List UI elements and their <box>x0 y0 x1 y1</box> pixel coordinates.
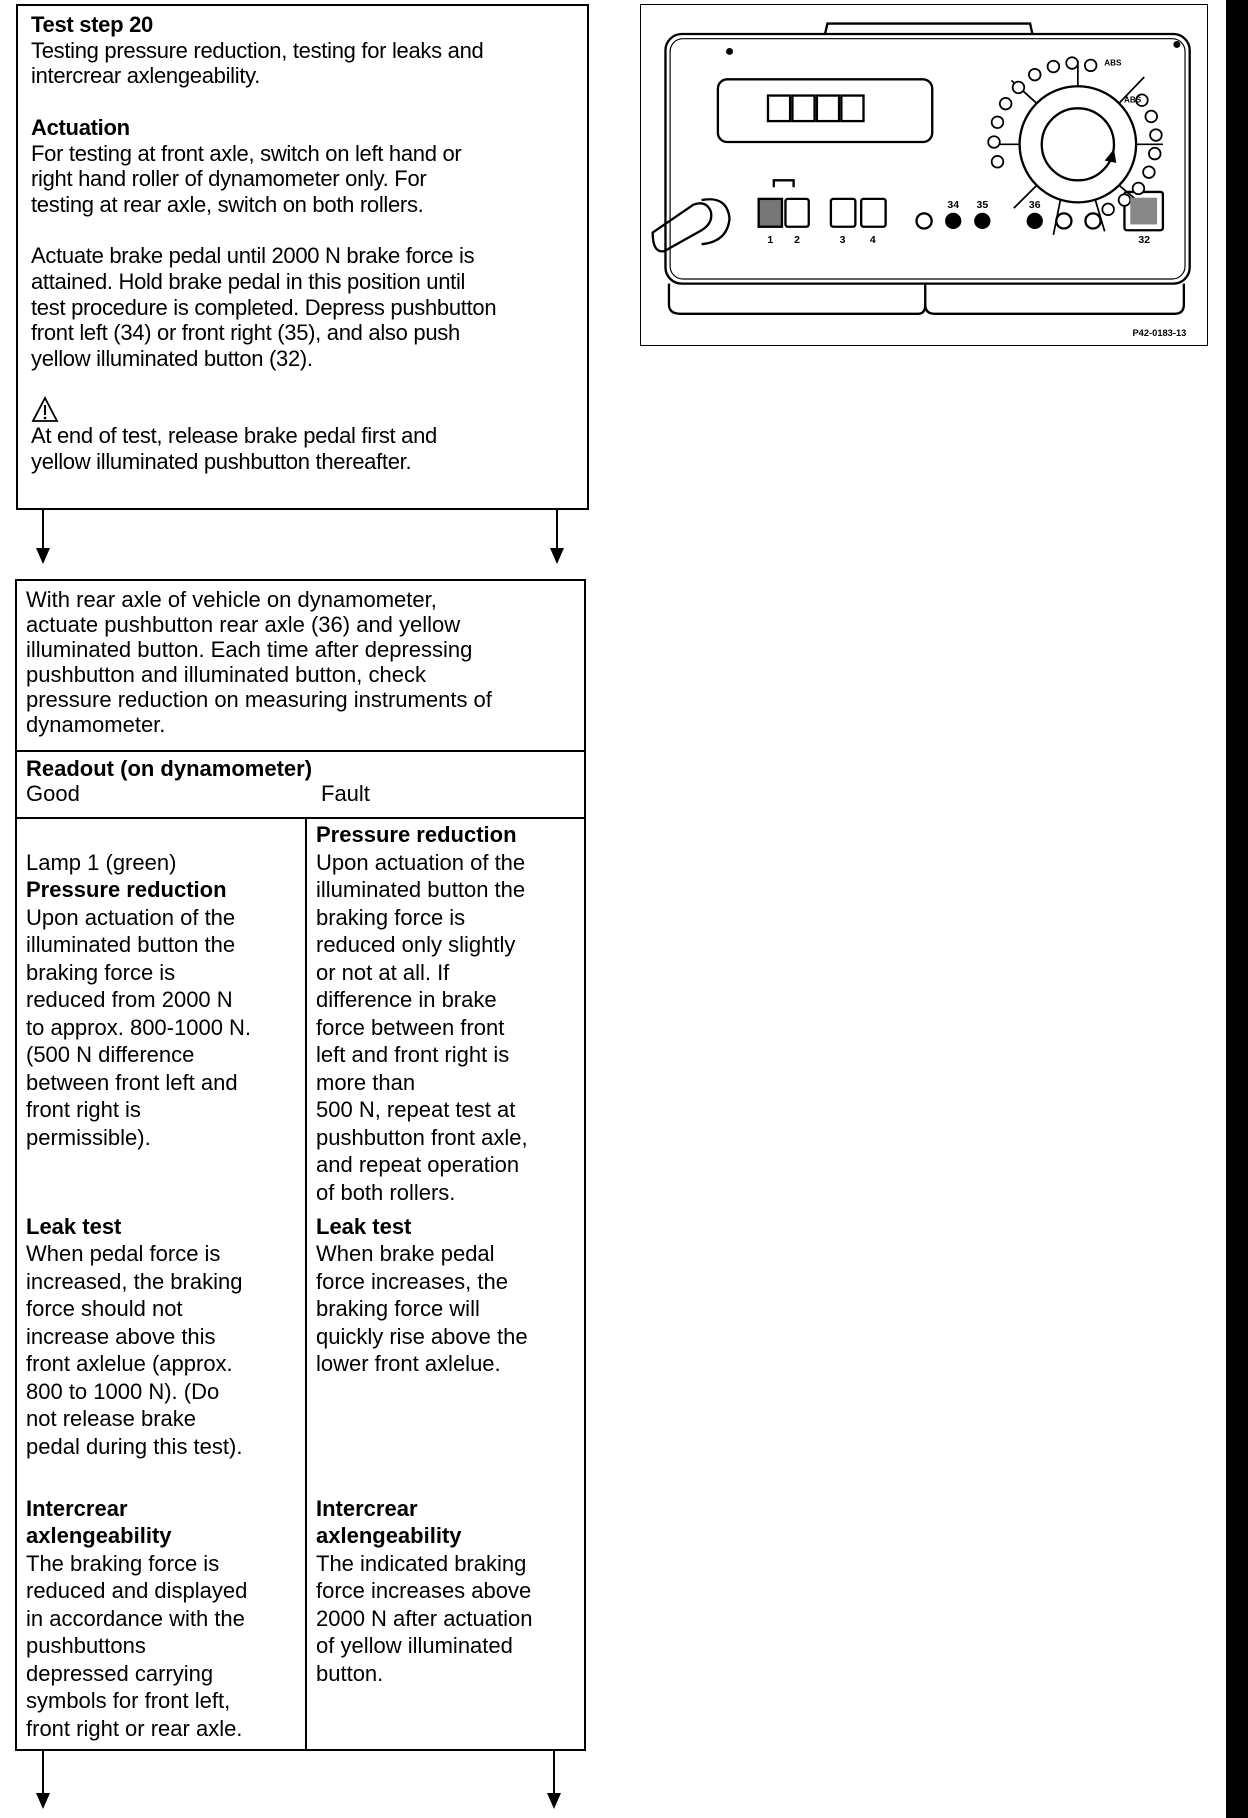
flow-arrow-right <box>556 510 558 562</box>
step-title: Test step 20 <box>31 12 153 37</box>
fault-leak-cell <box>307 1213 584 1467</box>
button-label-2: 2 <box>794 235 801 246</box>
actuation-paragraph-1: For testing at front axle, switch on left hand or right hand roller of dynamometer only. For testing at rear axle, switch on both rollers. <box>31 140 462 217</box>
good-leak-text: When pedal force is increased, the braking force should not increase above this front axlelue (approx. 800 to 1000 N). (Do not release brake pedal during this test). <box>26 1241 243 1459</box>
good-inter-heading: Intercrear axlengeability <box>26 1495 172 1549</box>
flow-arrow-left <box>42 510 44 562</box>
fault-column-header: Fault <box>321 781 370 806</box>
dial-label-abs-1: ABS <box>1104 58 1122 68</box>
button-label-4: 4 <box>869 235 876 246</box>
warning-text: At end of test, release brake pedal first and yellow illuminated pushbutton thereafter. <box>31 422 437 474</box>
dynamometer-panel-figure <box>640 4 1208 346</box>
good-pressure-cell <box>17 819 307 1213</box>
dial-label-abs-2: ABS <box>1124 95 1142 105</box>
readout-table <box>15 579 586 1751</box>
button-label-32: 32 <box>1138 235 1151 246</box>
fault-inter-cell <box>307 1467 584 1749</box>
fault-inter-text: The indicated braking force increases above 2000 N after actuation of yellow illuminated button. <box>316 1550 533 1686</box>
good-inter-cell <box>17 1467 307 1749</box>
fault-pressure-text: Upon actuation of the illuminated button the braking force is reduced only slightly or not at all. If difference in brake force between front left and front right is more than 500 N, repeat test at pushbutton front axle, and repeat operation of both rollers. <box>316 849 528 1205</box>
flow-arrow-bottom-left <box>42 1751 44 1807</box>
fault-leak-text: When brake pedal force increases, the braking force will quickly rise above the lower front axlelue. <box>316 1241 528 1377</box>
lamp-label: Lamp 1 (green) <box>26 849 177 875</box>
good-inter-text: The braking force is reduced and displayed in accordance with the pushbuttons depressed carrying symbols for front left, front right or rear axle. <box>26 1550 248 1741</box>
figure-code: P42-0183-13 <box>1132 327 1187 338</box>
button-label-36: 36 <box>1028 200 1041 212</box>
page-edge-bar <box>1226 0 1248 1818</box>
actuation-heading: Actuation <box>31 114 130 140</box>
readout-grid <box>17 819 584 1749</box>
dynamometer-panel-drawing <box>641 5 1206 344</box>
warning-triangle-icon <box>31 396 587 423</box>
fault-inter-heading: Intercrear axlengeability <box>316 1495 462 1549</box>
flow-arrow-bottom-right <box>553 1751 555 1807</box>
actuation-paragraph-2: Actuate brake pedal until 2000 N brake force is attained. Hold brake pedal in this position until test procedure is completed. Depress pushbutton front left (34) or front right (35), and also push yellow illuminated button (32). <box>31 243 497 372</box>
good-pressure-heading: Pressure reduction <box>26 877 227 902</box>
button-label-35: 35 <box>976 200 989 212</box>
fault-leak-heading: Leak test <box>316 1213 412 1239</box>
test-step-box <box>16 4 589 510</box>
good-leak-heading: Leak test <box>26 1213 122 1239</box>
fault-pressure-cell <box>307 819 584 1213</box>
button-label-34: 34 <box>947 200 960 212</box>
readout-title: Readout (on dynamometer) <box>26 756 313 781</box>
button-label-3: 3 <box>839 235 846 246</box>
button-label-1: 1 <box>767 235 774 246</box>
readout-header <box>17 752 584 819</box>
fault-pressure-heading: Pressure reduction <box>316 822 517 847</box>
good-leak-cell <box>17 1213 307 1467</box>
step-subtitle: Testing pressure reduction, testing for leaks and intercrear axlengeability. <box>31 37 484 89</box>
check-instructions: With rear axle of vehicle on dynamometer, actuate pushbutton rear axle (36) and yellow illuminated button. Each time after depressing pushbutton and illuminated button, check pressure reduction on measuring instruments of dynamometer. <box>17 581 584 752</box>
good-pressure-text: Upon actuation of the illuminated button the braking force is reduced from 2000 N to approx. 800-1000 N. (500 N difference between front left and front right is permissible). <box>26 904 252 1150</box>
good-column-header: Good <box>26 781 80 806</box>
